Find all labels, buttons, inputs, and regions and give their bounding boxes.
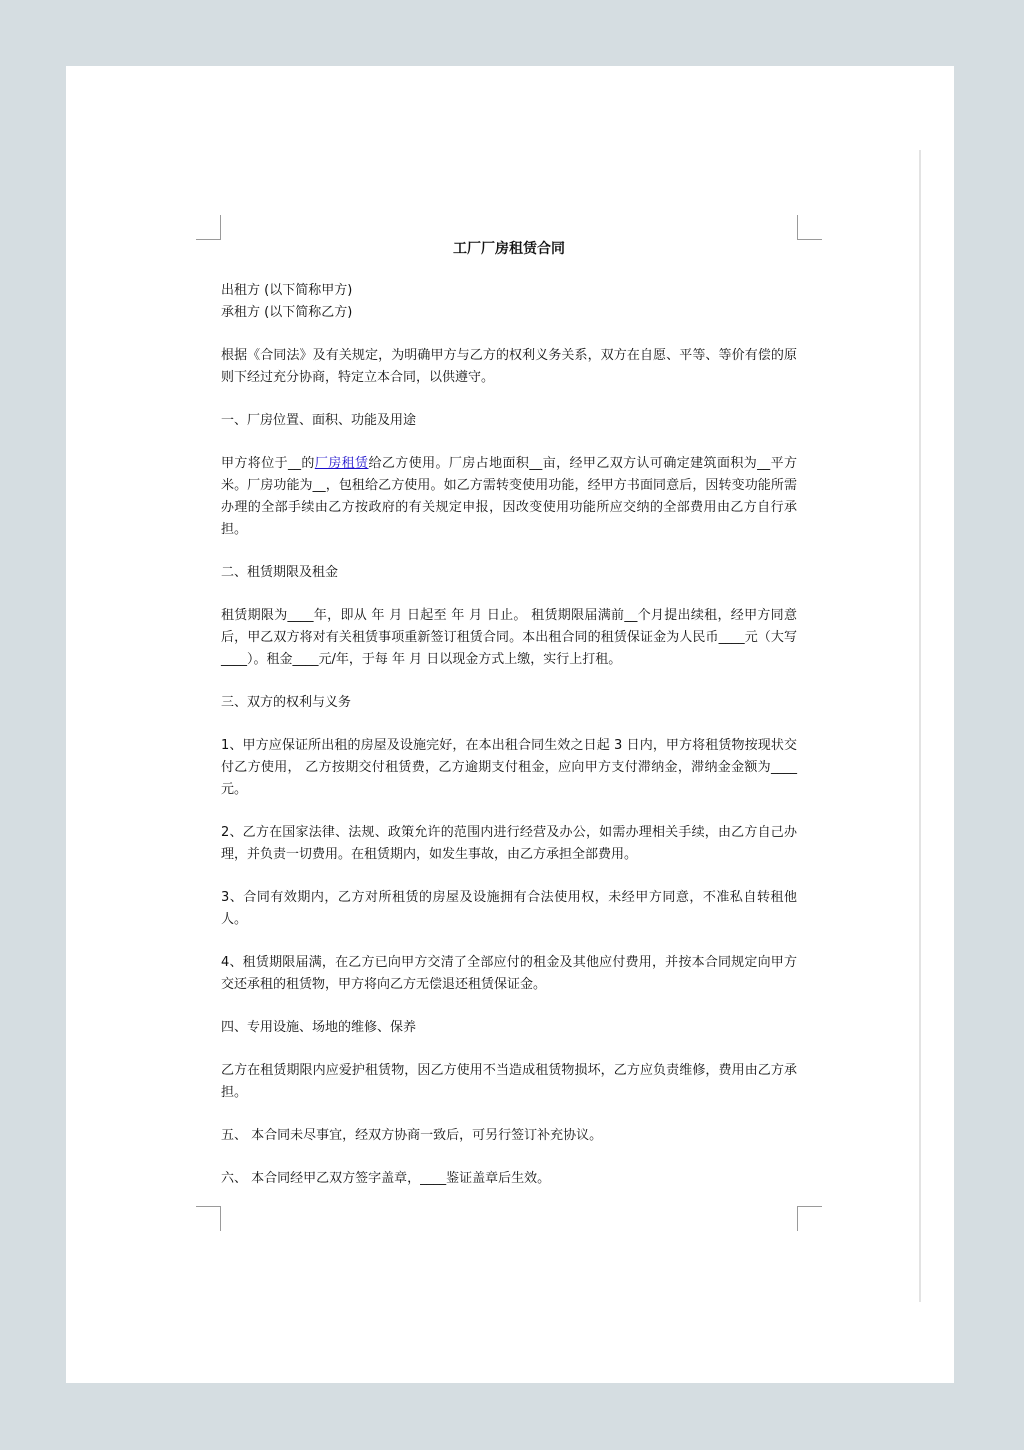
section-3-item-3: 3、合同有效期内，乙方对所租赁的房屋及设施拥有合法使用权，未经甲方同意，不准私自转租他人。: [221, 890, 797, 927]
section-1-text-start: 甲方将位于__的: [221, 456, 315, 471]
document-body: [221, 238, 797, 1190]
section-3-heading: 三、双方的权利与义务: [221, 695, 352, 710]
factory-rental-link[interactable]: 厂房租赁: [314, 456, 369, 471]
page-edge-line: [919, 150, 921, 1302]
margin-corner-top-left: [196, 215, 221, 240]
section-3-item-2: 2、乙方在国家法律、法规、政策允许的范围内进行经营及办公，如需办理相关手续，由乙方自己办理，并负责一切费用。在租赁期内，如发生事故，由乙方承担全部费用。: [221, 825, 797, 862]
section-1-paragraph: [221, 453, 797, 541]
margin-corner-top-right: [797, 215, 822, 240]
section-2-paragraph: 租赁期限为____年，即从 年 月 日起至 年 月 日止。 租赁期限届满前__个月提出续租，经甲方同意后，甲乙双方将对有关租赁事项重新签订租赁合同。本出租合同的租赁保证金为人民币____元（大写____）。租金____元/年，于每 年 月 日以现金方式上缴，实行上打租。: [221, 608, 797, 667]
section-1-heading: 一、厂房位置、面积、功能及用途: [221, 413, 417, 428]
margin-corner-bottom-left: [196, 1206, 221, 1231]
section-1-text-end: 给乙方使用。厂房占地面积__亩，经甲乙双方认可确定建筑面积为__平方米。厂房功能为__，包租给乙方使用。如乙方需转变使用功能，经甲方书面同意后，因转变功能所需办理的全部手续由乙方按政府的有关规定申报，因改变使用功能所应交纳的全部费用由乙方自行承担。: [221, 456, 797, 537]
section-3-item-1: 1、甲方应保证所出租的房屋及设施完好，在本出租合同生效之日起 3 日内，甲方将租赁物按现状交付乙方使用， 乙方按期交付租赁费，乙方逾期支付租金，应向甲方支付滞纳金，滞纳金金额为____元。: [221, 738, 797, 797]
margin-corner-bottom-right: [797, 1206, 822, 1231]
party-a: 出租方 (以下简称甲方): [221, 283, 353, 298]
party-b: 承租方 (以下简称乙方): [221, 305, 353, 320]
document-title: 工厂厂房租赁合同: [453, 241, 565, 257]
section-2-heading: 二、租赁期限及租金: [221, 565, 339, 580]
document-page: [66, 66, 954, 1383]
section-4-heading: 四、专用设施、场地的维修、保养: [221, 1020, 417, 1035]
section-3-item-4: 4、租赁期限届满，在乙方已向甲方交清了全部应付的租金及其他应付费用，并按本合同规定向甲方交还承租的租赁物，甲方将向乙方无偿退还租赁保证金。: [221, 955, 797, 992]
section-5-paragraph: 五、 本合同未尽事宜，经双方协商一致后，可另行签订补充协议。: [221, 1128, 603, 1143]
section-6-paragraph: 六、 本合同经甲乙双方签字盖章，____鉴证盖章后生效。: [221, 1171, 551, 1186]
section-4-paragraph: 乙方在租赁期限内应爱护租赁物，因乙方使用不当造成租赁物损坏，乙方应负责维修，费用由乙方承担。: [221, 1063, 797, 1100]
intro-paragraph: 根据《合同法》及有关规定，为明确甲方与乙方的权利义务关系，双方在自愿、平等、等价有偿的原则下经过充分协商，特定立本合同，以供遵守。: [221, 348, 797, 385]
